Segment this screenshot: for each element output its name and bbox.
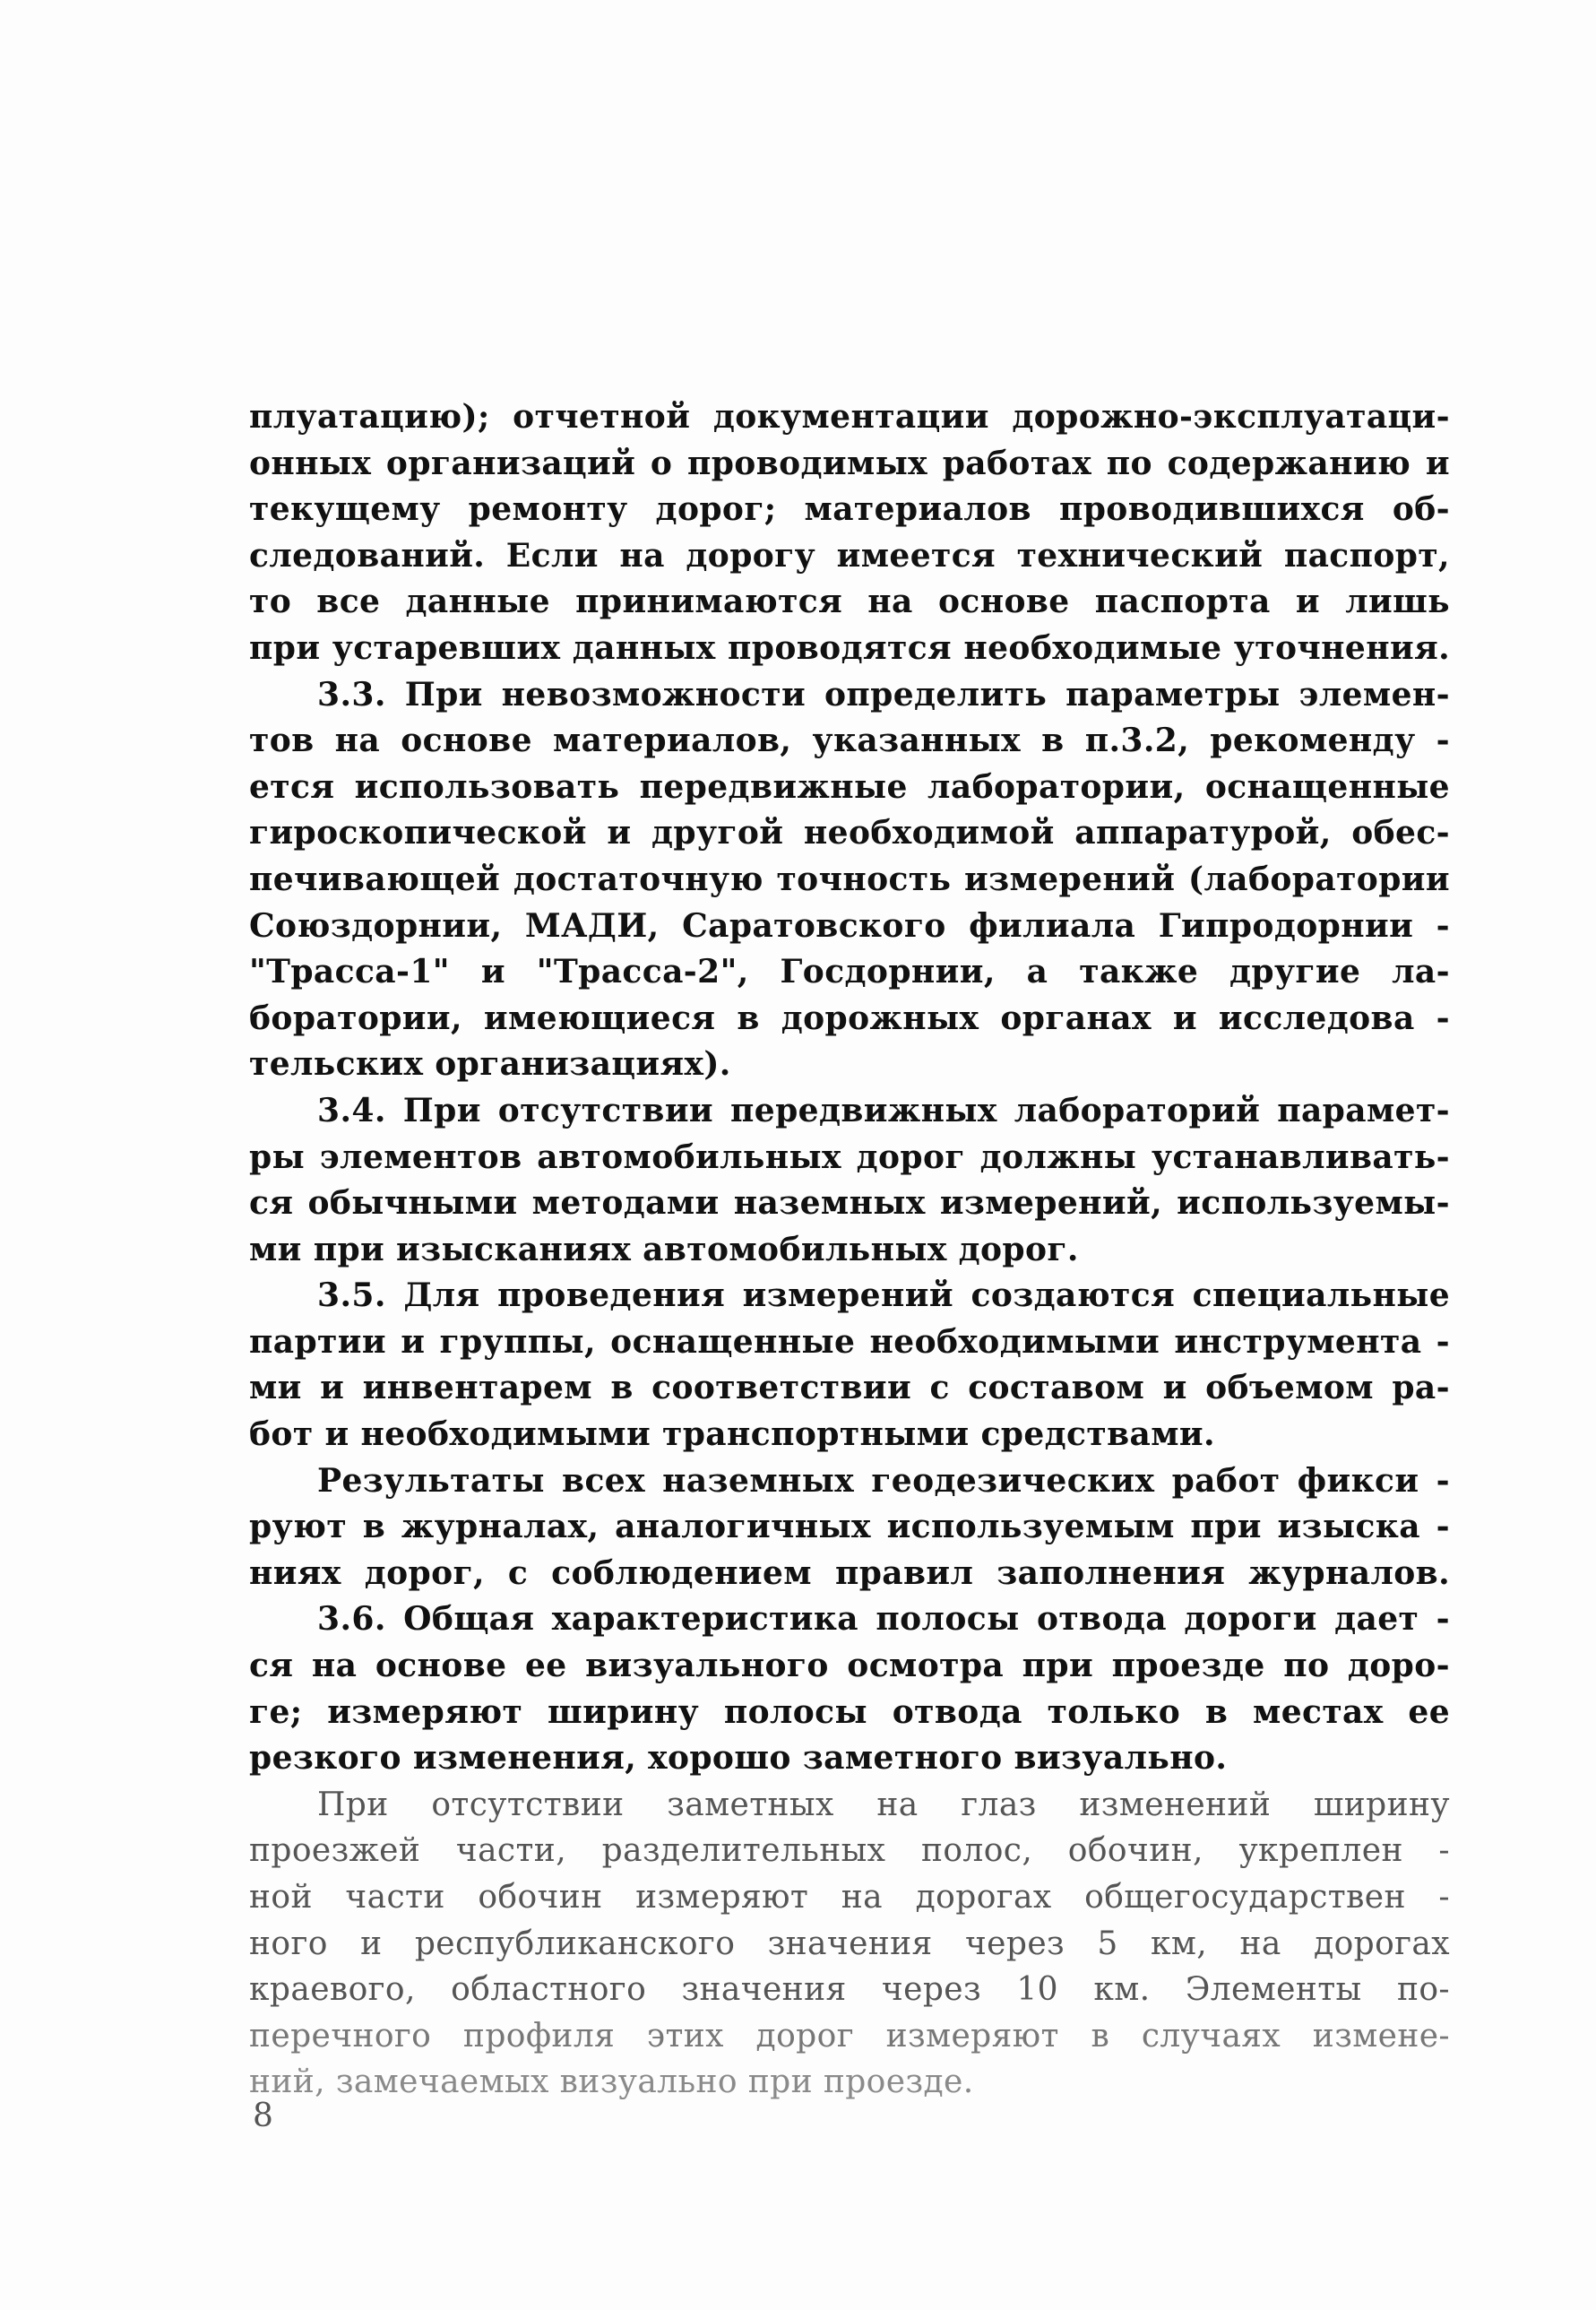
paragraph-3-6-start: 3.6. Общая характеристика полосы отвода дороги дает - — [317, 1600, 1450, 1639]
text-line: тельских организациях). — [249, 1045, 731, 1084]
text-line: ного и республиканского значения через 5 км, на дорогах — [249, 1925, 1450, 1962]
text-line: ры элементов автомобильных дорог должны устанавливать- — [249, 1138, 1450, 1176]
text-line: проезжей части, разделительных полос, обочин, укреплен - — [249, 1832, 1450, 1870]
text-line: ми и инвентарем в соответствии с составом и объемом ра- — [249, 1369, 1450, 1407]
text-line: следований. Если на дорогу имеется технический паспорт, — [249, 536, 1450, 575]
text-line: бот и необходимыми транспортными средствами. — [249, 1415, 1215, 1454]
paragraph-absence-start: При отсутствии заметных на глаз изменений ширину — [317, 1786, 1450, 1823]
text-line: ной части обочин измеряют на дорогах общегосударствен - — [249, 1879, 1450, 1916]
paragraph-3-4-start: 3.4. При отсутствии передвижных лабораторий парамет- — [317, 1091, 1450, 1129]
text-line: ге; измеряют ширину полосы отвода только в местах ее — [249, 1692, 1450, 1731]
text-line: Союздорнии, МАДИ, Саратовского филиала Гипродорнии - — [249, 906, 1450, 945]
text-line: текущему ремонту дорог; материалов проводившихся об- — [249, 490, 1450, 529]
text-line: при устаревших данных проводятся необходимые уточнения. — [249, 628, 1450, 667]
text-line: перечного профиля этих дорог измеряют в случаях изменe- — [249, 2017, 1450, 2055]
text-line: руют в журналах, аналогичных используемым при изыска - — [249, 1508, 1450, 1546]
page-number: 8 — [253, 2098, 273, 2134]
paragraph-3-3-start: 3.3. При невозможности определить параметры элемен- — [317, 675, 1450, 714]
text-line: тов на основе материалов, указанных в п.3.2, рекоменду - — [249, 722, 1450, 760]
document-body — [249, 394, 1450, 2106]
text-line: ся обычными методами наземных измерений, используемы- — [249, 1184, 1450, 1223]
text-line: плуатацию); отчетной документации дорожно-эксплуатаци- — [249, 398, 1450, 436]
text-line: боратории, имеющиеся в дорожных органах и исследова - — [249, 999, 1450, 1037]
text-line: партии и группы, оснащенные необходимыми инструмента - — [249, 1322, 1450, 1361]
text-line: ний, замечаемых визуально при проезде. — [249, 2063, 974, 2101]
text-line: "Трасса-1" и "Трасса-2", Госдорнии, а также другие ла- — [249, 953, 1450, 991]
text-line: ниях дорог, с соблюдением правил заполнения журналов. — [249, 1553, 1450, 1592]
text-line: ется использовать передвижные лаборатории, оснащенные — [249, 767, 1450, 806]
text-line: то все данные принимаются на основе паспорта и лишь — [249, 583, 1450, 621]
text-line: ми при изысканиях автомобильных дорог. — [249, 1230, 1079, 1268]
text-line: гироскопической и другой необходимой аппаратурой, обес- — [249, 814, 1450, 852]
paragraph-3-5-start: 3.5. Для проведения измерений создаются специальные — [317, 1276, 1450, 1315]
text-line: резкого изменения, хорошо заметного визуально. — [249, 1739, 1228, 1778]
text-line: онных организаций о проводимых работах по содержанию и — [249, 444, 1450, 482]
text-line: краевого, областного значения через 10 км. Элементы по- — [249, 1971, 1450, 2009]
text-line: ся на основе ее визуального осмотра при проезде по доро- — [249, 1647, 1450, 1685]
paragraph-results-start: Результаты всех наземных геодезических работ фикси - — [317, 1461, 1450, 1500]
text-line: печивающей достаточную точность измерений (лаборатории — [249, 860, 1450, 898]
